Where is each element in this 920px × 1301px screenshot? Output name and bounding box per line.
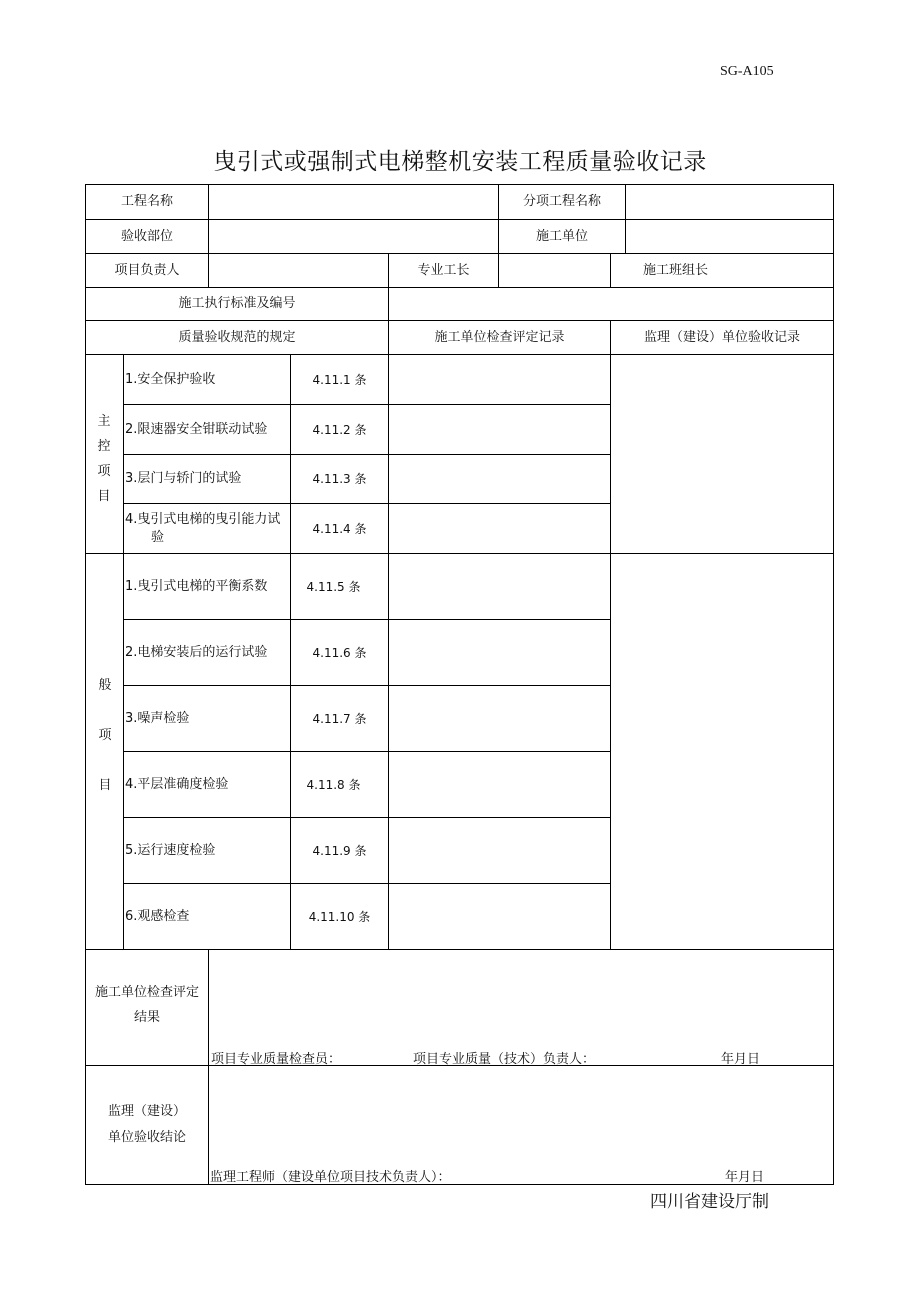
construction-unit-field[interactable]	[626, 220, 833, 253]
main-item-name: 3.层门与轿门的试验	[125, 471, 242, 486]
general-item-name: 1.曳引式电梯的平衡系数	[125, 578, 268, 594]
standard-label: 施工执行标准及编号	[178, 296, 296, 311]
supervision-result-label	[86, 1099, 208, 1151]
page-title: 曳引式或强制式电梯整机安装工程质量验收记录	[213, 149, 707, 175]
main-item-name-line1: 4.曳引式电梯的曳引能力试	[125, 511, 281, 527]
main-item-check-field[interactable]	[389, 405, 610, 454]
foreman-field[interactable]	[499, 254, 610, 287]
construction-result-label-line2: 结果	[133, 1010, 160, 1025]
general-item-check-field[interactable]	[389, 884, 610, 949]
main-control-supervision-field[interactable]	[611, 355, 833, 553]
general-item-name: 4.平层准确度检验	[125, 776, 229, 792]
general-item-clause: 4.11.7 条	[312, 711, 367, 726]
general-item-name: 2.电梯安装后的运行试验	[125, 644, 268, 660]
general-item-clause: 4.11.10 条	[308, 909, 371, 924]
general-item-clause: 4.11.6 条	[312, 645, 367, 660]
section-label-char: 项	[98, 728, 112, 743]
general-item-name: 3.噪声检验	[125, 710, 190, 726]
supervision-result-field[interactable]	[209, 1066, 833, 1164]
main-item-clause: 4.11.1 条	[312, 372, 367, 387]
general-item-clause: 4.11.9 条	[312, 843, 367, 858]
spec-column-header: 质量验收规范的规定	[178, 329, 296, 345]
sub-project-field[interactable]	[626, 185, 833, 219]
project-name-field[interactable]	[209, 185, 498, 219]
main-item-check-field[interactable]	[389, 455, 610, 503]
main-item-clause: 4.11.4 条	[312, 521, 367, 536]
general-item-check-field[interactable]	[389, 620, 610, 685]
main-item-name: 2.限速器安全钳联动试验	[125, 421, 268, 437]
main-item-name: 1.安全保护验收	[125, 371, 216, 387]
general-item-name: 5.运行速度检验	[125, 842, 216, 858]
supervision-column-header: 监理（建设）单位验收记录	[643, 329, 800, 345]
construction-result-label-line1: 施工单位检查评定	[94, 985, 199, 1000]
main-item-check-field[interactable]	[389, 355, 610, 404]
project-manager-label: 项目负责人	[114, 262, 180, 278]
document-code: SG-A105	[720, 64, 774, 79]
foreman-label: 专业工长	[417, 262, 470, 278]
acceptance-part-label: 验收部位	[120, 228, 173, 244]
construction-unit-label: 施工单位	[535, 228, 588, 244]
quality-tech-lead-signature: 项目专业质量（技术）负责人：	[413, 1052, 596, 1067]
supervision-engineer-signature: 监理工程师（建设单位项目技术负责人）：	[210, 1170, 451, 1185]
construction-result-field[interactable]	[209, 950, 833, 1045]
general-item-clause: 4.11.8 条	[306, 777, 361, 792]
general-supervision-field[interactable]	[611, 554, 833, 949]
main-item-check-field[interactable]	[389, 504, 610, 553]
main-item-clause: 4.11.2 条	[312, 422, 367, 437]
general-item-name: 6.观感检查	[125, 908, 190, 924]
project-name-label: 工程名称	[120, 194, 173, 209]
section-label-char: 般	[98, 678, 112, 693]
main-item-clause: 4.11.3 条	[312, 472, 367, 486]
general-item-clause: 4.11.5 条	[306, 579, 361, 594]
supervision-result-label-line1: 监理（建设）	[107, 1104, 186, 1119]
section-label-char: 目	[97, 489, 111, 504]
general-item-check-field[interactable]	[389, 752, 610, 817]
quality-inspector-signature: 项目专业质量检查员：	[211, 1052, 342, 1067]
check-column-header: 施工单位检查评定记录	[434, 329, 565, 345]
construction-result-date: 年月日	[721, 1052, 761, 1067]
project-manager-field[interactable]	[209, 254, 388, 287]
acceptance-part-field[interactable]	[209, 220, 498, 253]
section-label-char: 目	[98, 778, 112, 793]
section-label-char: 主	[97, 414, 111, 429]
main-item-name-line2: 验	[151, 529, 165, 545]
main-item-name	[125, 504, 290, 553]
sub-project-label: 分项工程名称	[522, 194, 601, 209]
team-leader-label: 施工班组长	[643, 262, 709, 278]
construction-result-label	[86, 980, 208, 1030]
general-item-check-field[interactable]	[389, 554, 610, 619]
section-label-char: 项	[97, 464, 111, 479]
standard-field[interactable]	[389, 288, 833, 320]
general-item-check-field[interactable]	[389, 686, 610, 751]
issuer-footer: 四川省建设厅制	[650, 1192, 769, 1212]
general-item-check-field[interactable]	[389, 818, 610, 883]
supervision-result-date: 年月日	[725, 1170, 765, 1185]
supervision-result-label-line2: 单位验收结论	[107, 1130, 186, 1145]
section-label-char: 控	[97, 439, 111, 454]
